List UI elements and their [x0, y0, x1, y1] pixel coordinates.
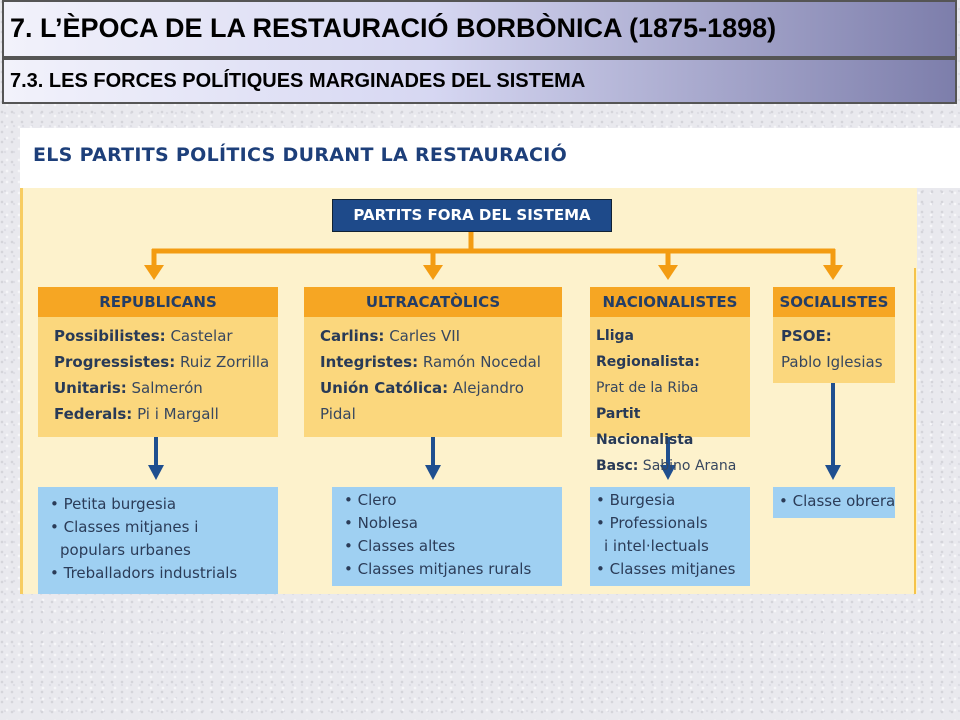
- group-heading: NACIONALISTES: [590, 287, 750, 317]
- blue-arrow-socialistes: [825, 383, 841, 480]
- group-members: [304, 317, 562, 437]
- group-card-ultracatolics: [304, 287, 562, 437]
- member-line: Unión Católica: Alejandro: [320, 379, 524, 397]
- group-card-nacionalistes: [590, 287, 750, 474]
- orange-arrow-socialistes: [823, 249, 843, 280]
- group-heading: ULTRACATÒLICS: [304, 287, 562, 317]
- list-item: • Professionals: [596, 514, 708, 532]
- slide-title: 7. L’ÈPOCA DE LA RESTAURACIÓ BORBÒNICA (1875-1898): [2, 0, 957, 58]
- diagram-title: ELS PARTITS POLÍTICS DURANT LA RESTAURACIÓ: [33, 144, 568, 166]
- member-line: Basc: Sabino Arana: [596, 458, 737, 474]
- member-line: PSOE:: [781, 327, 832, 345]
- member-line: Unitaris: Salmerón: [54, 379, 203, 397]
- list-item: • Treballadors industrials: [50, 564, 238, 582]
- root-node: PARTITS FORA DEL SISTEMA: [332, 199, 612, 232]
- member-line: Partit Nacionalista: [596, 406, 694, 448]
- member-line: Integristes: Ramón Nocedal: [320, 353, 541, 371]
- social-base-republicans: [38, 487, 278, 594]
- list-item: • Clero: [344, 491, 397, 509]
- blue-arrow-ultracatolics: [425, 437, 441, 480]
- group-heading: REPUBLICANS: [38, 287, 278, 317]
- group-members: [773, 317, 895, 383]
- member-line: Pidal: [320, 405, 356, 423]
- member-line: Possibilistes: Castelar: [54, 327, 233, 345]
- list-item: populars urbanes: [60, 541, 191, 559]
- group-members: [38, 317, 278, 437]
- orange-arrow-nacionalistes: [658, 249, 678, 280]
- slide-subtitle: 7.3. LES FORCES POLÍTIQUES MARGINADES DEL SISTEMA: [2, 58, 957, 104]
- list-item: • Petita burgesia: [50, 495, 177, 513]
- member-line: Lliga Regionalista:: [596, 328, 700, 370]
- list-item: • Classes mitjanes: [596, 560, 736, 578]
- member-line: Progressistes: Ruiz Zorrilla: [54, 353, 270, 371]
- group-members: [590, 317, 750, 474]
- list-item: i intel·lectuals: [604, 537, 709, 555]
- list-item: • Classes mitjanes rurals: [344, 560, 532, 578]
- member-line: Carlins: Carles VII: [320, 327, 461, 345]
- orange-arrow-republicans: [144, 249, 164, 280]
- group-card-republicans: [38, 287, 278, 437]
- member-line: Pablo Iglesias: [781, 353, 883, 371]
- social-base-socialistes: [773, 487, 895, 518]
- social-base-ultracatolics: [332, 487, 562, 586]
- social-base-nacionalistes: [590, 487, 750, 586]
- list-item: • Classes altes: [344, 537, 456, 555]
- list-item: • Burgesia: [596, 491, 676, 509]
- list-item: • Noblesa: [344, 514, 418, 532]
- list-item: • Classe obrera: [779, 492, 896, 510]
- orange-arrow-ultracatolics: [423, 249, 443, 280]
- blue-arrow-republicans: [148, 437, 164, 480]
- group-card-socialistes: [773, 287, 895, 383]
- group-heading: SOCIALISTES: [773, 287, 895, 317]
- member-line: Federals: Pi i Margall: [54, 405, 219, 423]
- member-line: Prat de la Riba: [596, 380, 699, 396]
- list-item: • Classes mitjanes i: [50, 518, 199, 536]
